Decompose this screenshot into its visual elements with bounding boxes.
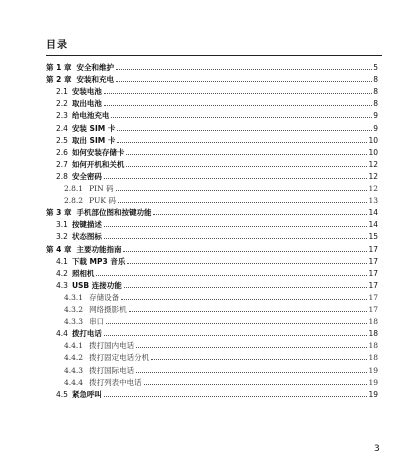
toc-entry-label: 拨打国际电话	[89, 365, 135, 375]
toc-entry-page: 17	[368, 292, 378, 302]
toc-entry-page: 9	[373, 111, 378, 121]
toc-entry-page: 8	[373, 75, 378, 85]
toc-entry[interactable]	[64, 181, 378, 193]
toc-entry-page: 17	[368, 280, 378, 290]
page-number: 3	[374, 444, 380, 454]
toc-entry-number: 2.8.2	[64, 196, 84, 206]
toc-entry-label: USB 连接功能	[71, 280, 122, 290]
toc-entry[interactable]	[64, 363, 378, 375]
toc-entry[interactable]	[46, 60, 378, 72]
toc-entry-number: 第 2 章	[46, 75, 72, 85]
toc-entry-number: 2.2	[56, 99, 68, 109]
toc-dot-leader	[104, 335, 368, 336]
toc-entry-page: 19	[368, 389, 378, 399]
toc-entry-number: 2.5	[56, 135, 68, 145]
toc-dot-leader	[126, 154, 367, 155]
toc-entry[interactable]	[56, 169, 378, 181]
toc-entry-number: 3.1	[56, 220, 68, 230]
toc-entry-label: 拨打电话	[71, 329, 102, 339]
toc-entry[interactable]	[64, 314, 378, 326]
toc-entry[interactable]	[56, 157, 378, 169]
toc-entry-page: 18	[368, 317, 378, 327]
toc-entry-page: 10	[368, 147, 378, 157]
toc-entry[interactable]	[56, 145, 378, 157]
toc-entry-page: 19	[368, 365, 378, 375]
toc-entry[interactable]	[56, 84, 378, 96]
toc-entry[interactable]	[56, 229, 378, 241]
toc-entry-number: 2.7	[56, 159, 68, 169]
toc-entry-number: 2.4	[56, 123, 68, 133]
toc-dot-leader	[136, 347, 367, 348]
toc-entry[interactable]	[56, 108, 378, 120]
toc-entry[interactable]	[64, 290, 378, 302]
toc-entry-page: 10	[368, 135, 378, 145]
toc-entry-page: 12	[368, 184, 378, 193]
toc-entry[interactable]	[56, 278, 378, 290]
toc-entry-number: 4.4.2	[64, 353, 84, 363]
toc-entry-number: 第 1 章	[46, 63, 72, 72]
toc-entry-label: 取出电池	[71, 99, 102, 109]
toc-entry-page: 14	[368, 208, 378, 218]
toc-entry-label: 如何安装存储卡	[71, 147, 125, 157]
toc-dot-leader	[126, 166, 367, 167]
toc-entry-page: 15	[368, 232, 378, 242]
toc-entry-label: 网络摄影机	[89, 305, 127, 314]
toc-dot-leader	[116, 69, 372, 70]
toc-entry-page: 17	[368, 256, 378, 266]
toc-entry[interactable]	[56, 387, 378, 399]
toc-entry-number: 2.6	[56, 147, 68, 157]
toc-dot-leader	[104, 226, 368, 227]
toc-entry[interactable]	[64, 193, 378, 205]
toc-entry-page: 18	[368, 329, 378, 339]
toc-entry-number: 4.5	[56, 389, 68, 399]
toc-entry-label: 安装电池	[71, 87, 102, 97]
toc-dot-leader	[127, 263, 367, 264]
toc-dot-leader	[121, 299, 367, 300]
toc-title: 目录	[46, 40, 68, 51]
toc-entry[interactable]	[56, 217, 378, 229]
toc-entry-label: 主要功能指南	[76, 244, 122, 254]
toc-dot-leader	[118, 202, 368, 203]
toc-dot-leader	[153, 214, 367, 215]
toc-entry-label: 安装 SIM 卡	[71, 123, 116, 133]
toc-entry[interactable]	[56, 266, 378, 278]
toc-entry-number: 2.8	[56, 171, 68, 181]
toc-entry[interactable]	[46, 72, 378, 84]
toc-entry-label: 如何开机和关机	[71, 159, 125, 169]
toc-entry-number: 4.4.1	[64, 341, 84, 351]
toc-entry-page: 14	[368, 220, 378, 230]
toc-dot-leader	[104, 178, 368, 179]
toc-entry-label: PUK 码	[89, 196, 116, 206]
toc-dot-leader	[111, 117, 372, 118]
toc-entry-label: 拨打固定电话分机	[89, 353, 150, 363]
toc-entry-number: 4.1	[56, 256, 68, 266]
toc-dot-leader	[124, 287, 368, 288]
toc-entry-number: 4.4.4	[64, 377, 84, 387]
toc-entry-page: 8	[373, 99, 378, 109]
toc-entry-label: 存储设备	[89, 292, 120, 302]
toc-entry-number: 2.8.1	[64, 184, 84, 193]
toc-entry-number: 4.3	[56, 280, 68, 290]
toc-entry[interactable]	[56, 121, 378, 133]
toc-entry-page: 19	[368, 377, 378, 387]
toc-dot-leader	[144, 384, 368, 385]
toc-entry[interactable]	[46, 242, 378, 254]
toc-entry-number: 第 4 章	[46, 244, 72, 254]
toc-dot-leader	[104, 105, 372, 106]
toc-entry[interactable]	[46, 205, 378, 217]
toc-dot-leader	[104, 93, 372, 94]
toc-dot-leader	[136, 372, 367, 373]
toc-dot-leader	[117, 142, 367, 143]
title-divider	[46, 55, 382, 56]
toc-entry-page: 8	[373, 87, 378, 97]
toc-entry-label: 照相机	[71, 268, 95, 278]
toc-entry-label: 拨打列表中电话	[89, 377, 142, 387]
toc-entry[interactable]	[64, 350, 378, 362]
toc-entry-number: 4.3.3	[64, 317, 84, 327]
toc-entry-label: 串口	[89, 317, 105, 327]
toc-entry-number: 4.4.3	[64, 365, 84, 375]
toc-entry-number: 第 3 章	[46, 208, 72, 218]
toc-dot-leader	[106, 323, 367, 324]
toc-entry-page: 9	[373, 123, 378, 133]
toc-entry-page: 12	[368, 171, 378, 181]
toc-entry-number: 2.1	[56, 87, 68, 97]
toc-entry[interactable]	[56, 96, 378, 108]
toc-entry-number: 3.2	[56, 232, 68, 242]
toc-entry-number: 4.4	[56, 329, 68, 339]
toc-dot-leader	[116, 190, 368, 191]
toc-entry-label: 取出 SIM 卡	[71, 135, 116, 145]
toc-entry-label: 按键描述	[71, 220, 102, 230]
toc-entry[interactable]	[64, 302, 378, 314]
toc-entry-page: 18	[368, 353, 378, 363]
toc-entry-page: 17	[368, 244, 378, 254]
toc-entry-label: 下载 MP3 音乐	[71, 256, 126, 266]
toc-entry-label: 状态图标	[71, 232, 102, 242]
toc-dot-leader	[129, 311, 368, 312]
toc-entry[interactable]	[56, 254, 378, 266]
toc-entry-label: 安装和充电	[76, 75, 114, 85]
toc-entry-label: 手机部位图和按键功能	[76, 208, 152, 218]
toc-entry-page: 18	[368, 341, 378, 351]
toc-entry-label: 紧急呼叫	[71, 389, 102, 399]
toc-dot-leader	[104, 238, 368, 239]
toc-dot-leader	[116, 81, 372, 82]
toc-entry-page: 17	[368, 305, 378, 314]
toc-entry-page: 17	[368, 268, 378, 278]
toc-entry-label: 拨打国内电话	[89, 341, 135, 351]
toc-entry-number: 4.3.1	[64, 292, 84, 302]
toc-entry-label: 安全密码	[71, 171, 102, 181]
toc-dot-leader	[96, 275, 367, 276]
toc-entry-page: 5	[373, 63, 378, 72]
toc-entry-label: 安全和维护	[76, 63, 114, 72]
toc-dot-leader	[104, 396, 368, 397]
toc-dot-leader	[151, 359, 367, 360]
toc-dot-leader	[117, 130, 372, 131]
toc-entry-number: 2.3	[56, 111, 68, 121]
toc-entry[interactable]	[64, 375, 378, 387]
toc-dot-leader	[123, 251, 367, 252]
toc-entry-number: 4.2	[56, 268, 68, 278]
toc-entry-label: PIN 码	[89, 184, 114, 193]
toc-entry-label: 给电池充电	[71, 111, 110, 121]
toc-entry[interactable]	[56, 326, 378, 338]
toc-entry[interactable]	[64, 338, 378, 350]
toc-entry-page: 12	[368, 159, 378, 169]
toc-entry-page: 13	[368, 196, 378, 206]
toc-entry-number: 4.3.2	[64, 305, 84, 314]
toc-entry[interactable]	[56, 133, 378, 145]
